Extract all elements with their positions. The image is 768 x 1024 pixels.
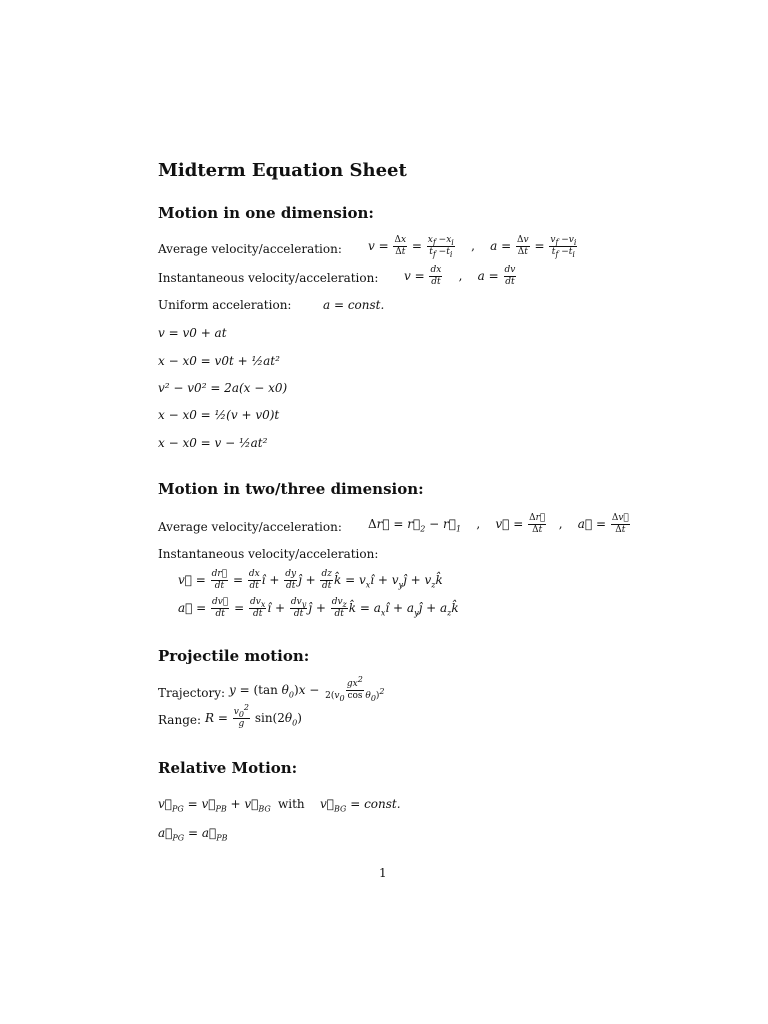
section-heading-two-three-dimension: Motion in two/three dimension: (158, 480, 424, 498)
kinematic-eq-2: x − x0 = v0t + ½at² (158, 354, 280, 368)
inst-velocity-label-1d: Instantaneous velocity/acceleration: (158, 271, 379, 285)
avg-velocity-formula-2d: Δr⃗ = $r⃗_2$ − $r⃗_1$ , v⃗ = $\frac{\Delta r⃗}{\Delta t}$ , a⃗ = $\frac{\Delta v⃗}{\Delta t}$ (368, 513, 629, 535)
relative-velocity-formula: $v⃗_{PG}$ = $v⃗_{PB}$ + $v⃗_{BG}$ (158, 797, 271, 814)
page-number: 1 (379, 866, 387, 880)
kinematic-eq-1: v = v0 + at (158, 326, 227, 340)
trajectory-formula: y = (tan $\theta_0)x$ − $\frac{gx^2}{2(v_0 \cos \theta_0)^2}$ (229, 675, 385, 703)
page-title: Midterm Equation Sheet (158, 160, 407, 181)
avg-velocity-label-1d: Average velocity/acceleration: (158, 242, 342, 256)
inst-velocity-formula-1d: v = $\frac{dx}{dt}$ , a = $\frac{dv}{dt}$ (404, 265, 516, 287)
relative-acceleration-formula: $a⃗_{PG}$ = $a⃗_{PB}$ (158, 826, 228, 843)
inst-velocity-label-2d: Instantaneous velocity/acceleration: (158, 547, 379, 561)
inst-acceleration-vector-formula: a⃗ = $\frac{dv⃗}{dt}$ = $\frac{dv_x}{dt}$ î + $\frac{dv_y}{dt}$ ĵ + $\frac{dv_z}{dt}$ k̂ = $a_xî$ + $a_yĵ$ + $a_zk̂$ (178, 597, 459, 619)
section-heading-relative-motion: Relative Motion: (158, 759, 298, 777)
relative-with-word: with (278, 797, 305, 811)
kinematic-eq-3: v² − v0² = 2a(x − x0) (158, 381, 288, 395)
section-heading-one-dimension: Motion in one dimension: (158, 204, 374, 222)
range-label: Range: (158, 713, 202, 727)
range-formula: R = $\frac{v_0^2}{g}$ $\sin(2\theta_0)$ (205, 703, 302, 729)
kinematic-eq-4: x − x0 = ½(v + v0)t (158, 408, 280, 422)
uniform-acceleration-label: Uniform acceleration: (158, 298, 292, 312)
uniform-acceleration-value: a = const. (323, 298, 385, 312)
trajectory-label: Trajectory: (158, 686, 226, 700)
section-heading-projectile-motion: Projectile motion: (158, 647, 310, 665)
inst-velocity-vector-formula: v⃗ = $\frac{dr⃗}{dt}$ = $\frac{dx}{dt}$ î + $\frac{dy}{dt}$ ĵ + $\frac{dz}{dt}$ k̂ = $v_xî$ + $v_yĵ$ + $v_zk̂$ (178, 569, 443, 591)
avg-velocity-label-2d: Average velocity/acceleration: (158, 520, 342, 534)
relative-constant-formula: $v⃗_{BG}$ = const. (320, 797, 401, 814)
avg-velocity-formula-1d: v = $\frac{\Delta x}{\Delta t}$ = $\frac{x_f -x_i}{t_f -t_i}$ , a = $\frac{\Delta v}{\Delta t}$ = $\frac{v_f -v_i}{t_f -t_i}$ (368, 235, 577, 259)
kinematic-eq-5: x − x0 = v − ½at² (158, 436, 268, 450)
